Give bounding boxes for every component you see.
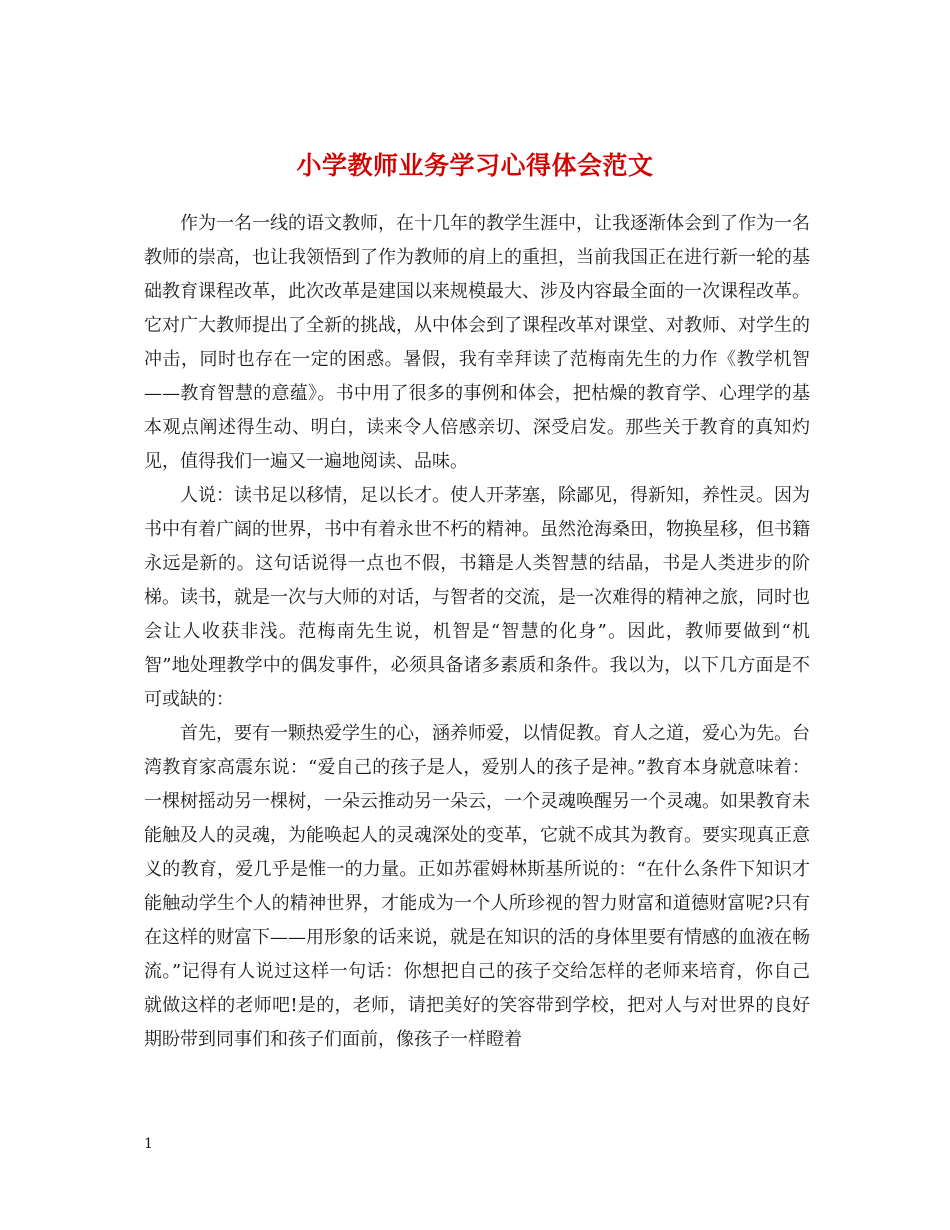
page-number: 1 <box>144 1136 153 1152</box>
paragraph: 首先，要有一颗热爱学生的心，涵养师爱，以情促教。育人之道，爱心为先。台湾教育家高震东说：“爱自己的孩子是人，爱别人的孩子是神。”教育本身就意味着：一棵树摇动另一棵树，一朵云推动另一朵云，一个灵魂唤醒另一个灵魂。如果教育未能触及人的灵魂，为能唤起人的灵魂深处的变革，它就不成其为教育。要实现真正意义的教育，爱几乎是惟一的力量。正如苏霍姆林斯基所说的：“在什么条件下知识才能触动学生个人的精神世界，才能成为一个人所珍视的智力财富和道德财富呢?只有在这样的财富下——用形象的话来说，就是在知识的活的身体里要有情感的血液在畅流。”记得有人说过这样一句话：你想把自己的孩子交给怎样的老师来培育，你自己就做这样的老师吧!是的，老师，请把美好的笑容带到学校，把对人与对世界的良好期盼带到同事们和孩子们面前，像孩子一样瞪着 <box>144 723 810 1050</box>
document-body <box>144 207 810 1057</box>
paragraph: 作为一名一线的语文教师，在十几年的教学生涯中，让我逐渐体会到了作为一名教师的崇高，也让我领悟到了作为教师的肩上的重担，当前我国正在进行新一轮的基础教育课程改革，此次改革是建国以来规模最大、涉及内容最全面的一次课程改革。它对广大教师提出了全新的挑战，从中体会到了课程改革对课堂、对教师、对学生的冲击，同时也存在一定的困惑。暑假，我有幸拜读了范梅南先生的力作《教学机智——教育智慧的意蕴》。书中用了很多的事例和体会，把枯燥的教育学、心理学的基本观点阐述得生动、明白，读来令人倍感亲切、深受启发。那些关于教育的真知灼见，值得我们一遍又一遍地阅读、品味。 <box>144 213 810 472</box>
document-title: 小学教师业务学习心得体会范文 <box>296 150 654 180</box>
paragraph: 人说：读书足以移情，足以长才。使人开茅塞，除鄙见，得新知，养性灵。因为书中有着广阔的世界，书中有着永世不朽的精神。虽然沧海桑田，物换星移，但书籍永远是新的。这句话说得一点也不假，书籍是人类智慧的结晶，书是人类进步的阶梯。读书，就是一次与大师的对话，与智者的交流，是一次难得的精神之旅，同时也会让人收获非浅。范梅南先生说，机智是“智慧的化身”。因此，教师要做到“机智”地处理教学中的偶发事件，必须具备诸多素质和条件。我以为，以下几方面是不可或缺的： <box>144 485 810 710</box>
